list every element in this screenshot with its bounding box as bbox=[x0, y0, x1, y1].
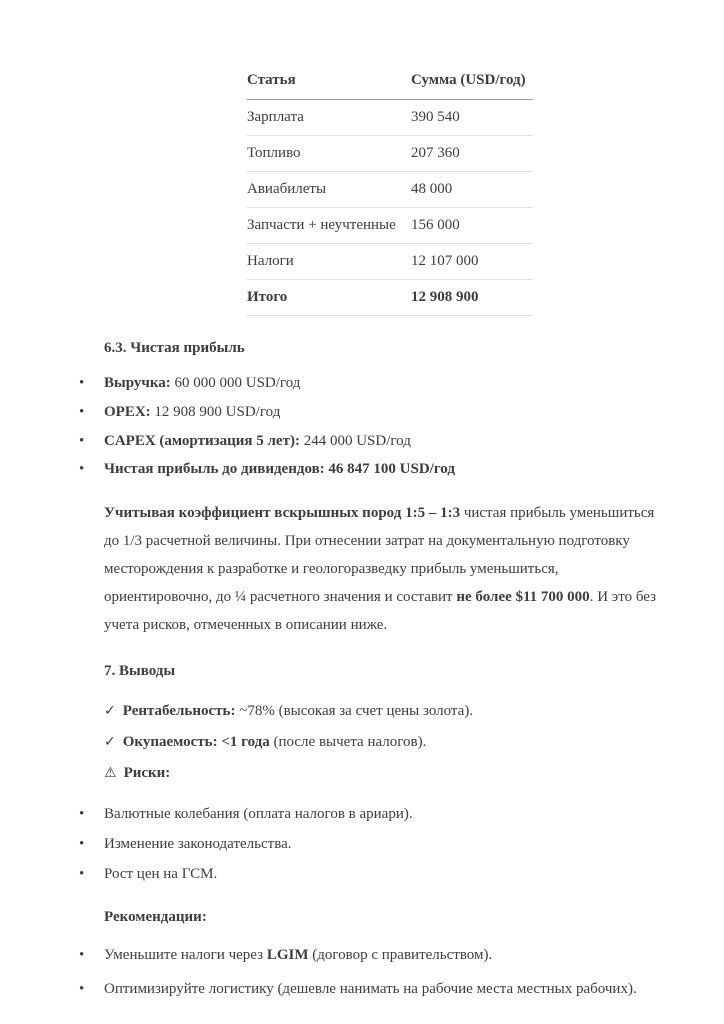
cost-table-header-item: Статья bbox=[247, 66, 411, 100]
conclusion-label: Рентабельность: bbox=[122, 703, 236, 719]
net-profit-list bbox=[68, 374, 660, 479]
cost-item: Топливо bbox=[247, 136, 411, 172]
list-item bbox=[68, 460, 660, 479]
table-total-row bbox=[247, 280, 533, 316]
list-item-label: Чистая прибыль до дивидендов: 46 847 100 USD/год bbox=[104, 461, 455, 478]
section-heading-conclusions: 7. Выводы bbox=[104, 663, 176, 679]
list-item bbox=[68, 805, 660, 824]
warning-icon: ⚠ bbox=[104, 765, 117, 781]
table-row bbox=[247, 136, 533, 172]
cost-table bbox=[247, 66, 533, 316]
list-item-text: Рост цен на ГСМ. bbox=[104, 865, 218, 882]
conclusion-item bbox=[104, 727, 660, 758]
list-item bbox=[68, 403, 660, 422]
list-item-text: 244 000 USD/год bbox=[299, 432, 411, 449]
conclusion-label: Окупаемость: <1 года bbox=[122, 734, 270, 750]
list-item bbox=[68, 980, 660, 999]
conclusion-label: Риски: bbox=[123, 765, 171, 781]
risk-list bbox=[68, 805, 660, 883]
conclusion-item bbox=[104, 696, 660, 727]
cost-value: 48 000 bbox=[411, 172, 533, 208]
list-item-text: 12 908 900 USD/год bbox=[150, 403, 281, 420]
conclusion-item bbox=[104, 758, 660, 789]
conclusion-text: (после вычета налогов). bbox=[269, 734, 427, 750]
cost-value: 390 540 bbox=[411, 100, 533, 136]
list-item-label: CAPEX (амортизация 5 лет): bbox=[104, 432, 300, 449]
check-icon: ✓ bbox=[104, 734, 116, 750]
list-item-text: Оптимизируйте логистику (дешевле нанимать на рабочие места местных рабочих). bbox=[104, 981, 637, 997]
list-item-text: Изменение законодательства. bbox=[104, 835, 292, 852]
section-heading-net-profit: 6.3. Чистая прибыль bbox=[104, 340, 245, 356]
cost-value: 156 000 bbox=[411, 208, 533, 244]
cost-item: Зарплата bbox=[247, 100, 411, 136]
paragraph-text-run: . И это без учета рисков, отмеченных в описании ниже. bbox=[104, 589, 657, 633]
cost-table-header-value: Сумма (USD/год) bbox=[411, 66, 533, 100]
cost-item: Налоги bbox=[247, 244, 411, 280]
list-item-label: Выручка: bbox=[104, 375, 171, 391]
analysis-paragraph bbox=[104, 499, 660, 639]
list-item-label: OPEX: bbox=[104, 403, 151, 420]
cost-value: 207 360 bbox=[411, 136, 533, 172]
cost-item: Запчасти + неучтенные bbox=[247, 208, 411, 244]
list-item bbox=[68, 432, 660, 451]
list-item-label: LGIM bbox=[266, 947, 309, 964]
cost-value: 12 107 000 bbox=[411, 244, 533, 280]
conclusions-list bbox=[104, 696, 660, 789]
list-item bbox=[68, 865, 660, 884]
list-item-text: Уменьшите налоги через bbox=[104, 947, 267, 964]
section-heading-recommendations: Рекомендации: bbox=[104, 909, 207, 926]
table-row bbox=[247, 244, 533, 280]
total-value: 12 908 900 bbox=[411, 280, 533, 316]
conclusion-text: ~78% (высокая за счет цены золота). bbox=[235, 703, 474, 719]
table-row bbox=[247, 172, 533, 208]
list-item-text: 60 000 000 USD/год bbox=[170, 375, 301, 391]
list-item bbox=[68, 946, 660, 965]
table-row bbox=[247, 208, 533, 244]
total-label: Итого bbox=[247, 280, 411, 316]
check-icon: ✓ bbox=[104, 703, 116, 719]
paragraph-bold-run: Учитывая коэффициент вскрышных пород 1:5 – 1:3 bbox=[104, 505, 461, 521]
cost-item: Авиабилеты bbox=[247, 172, 411, 208]
list-item-text: (договор с правительством). bbox=[308, 947, 493, 964]
list-item-text: Валютные колебания (оплата налогов в ариари). bbox=[104, 806, 413, 822]
list-item bbox=[68, 374, 660, 393]
list-item bbox=[68, 835, 660, 854]
table-header-row bbox=[247, 66, 533, 100]
table-row bbox=[247, 100, 533, 136]
paragraph-bold-run: не более $11 700 000 bbox=[456, 589, 590, 605]
paragraph-text-run: чистая прибыль уменьшиться до 1/3 расчетной величины. При отнесении затрат на документальную подготовку месторождения к разработке и геологоразведку прибыль уменьшиться, ориентировочно, до ¼ расчетного значения и составит bbox=[104, 505, 655, 605]
recommendations-list bbox=[68, 946, 660, 999]
